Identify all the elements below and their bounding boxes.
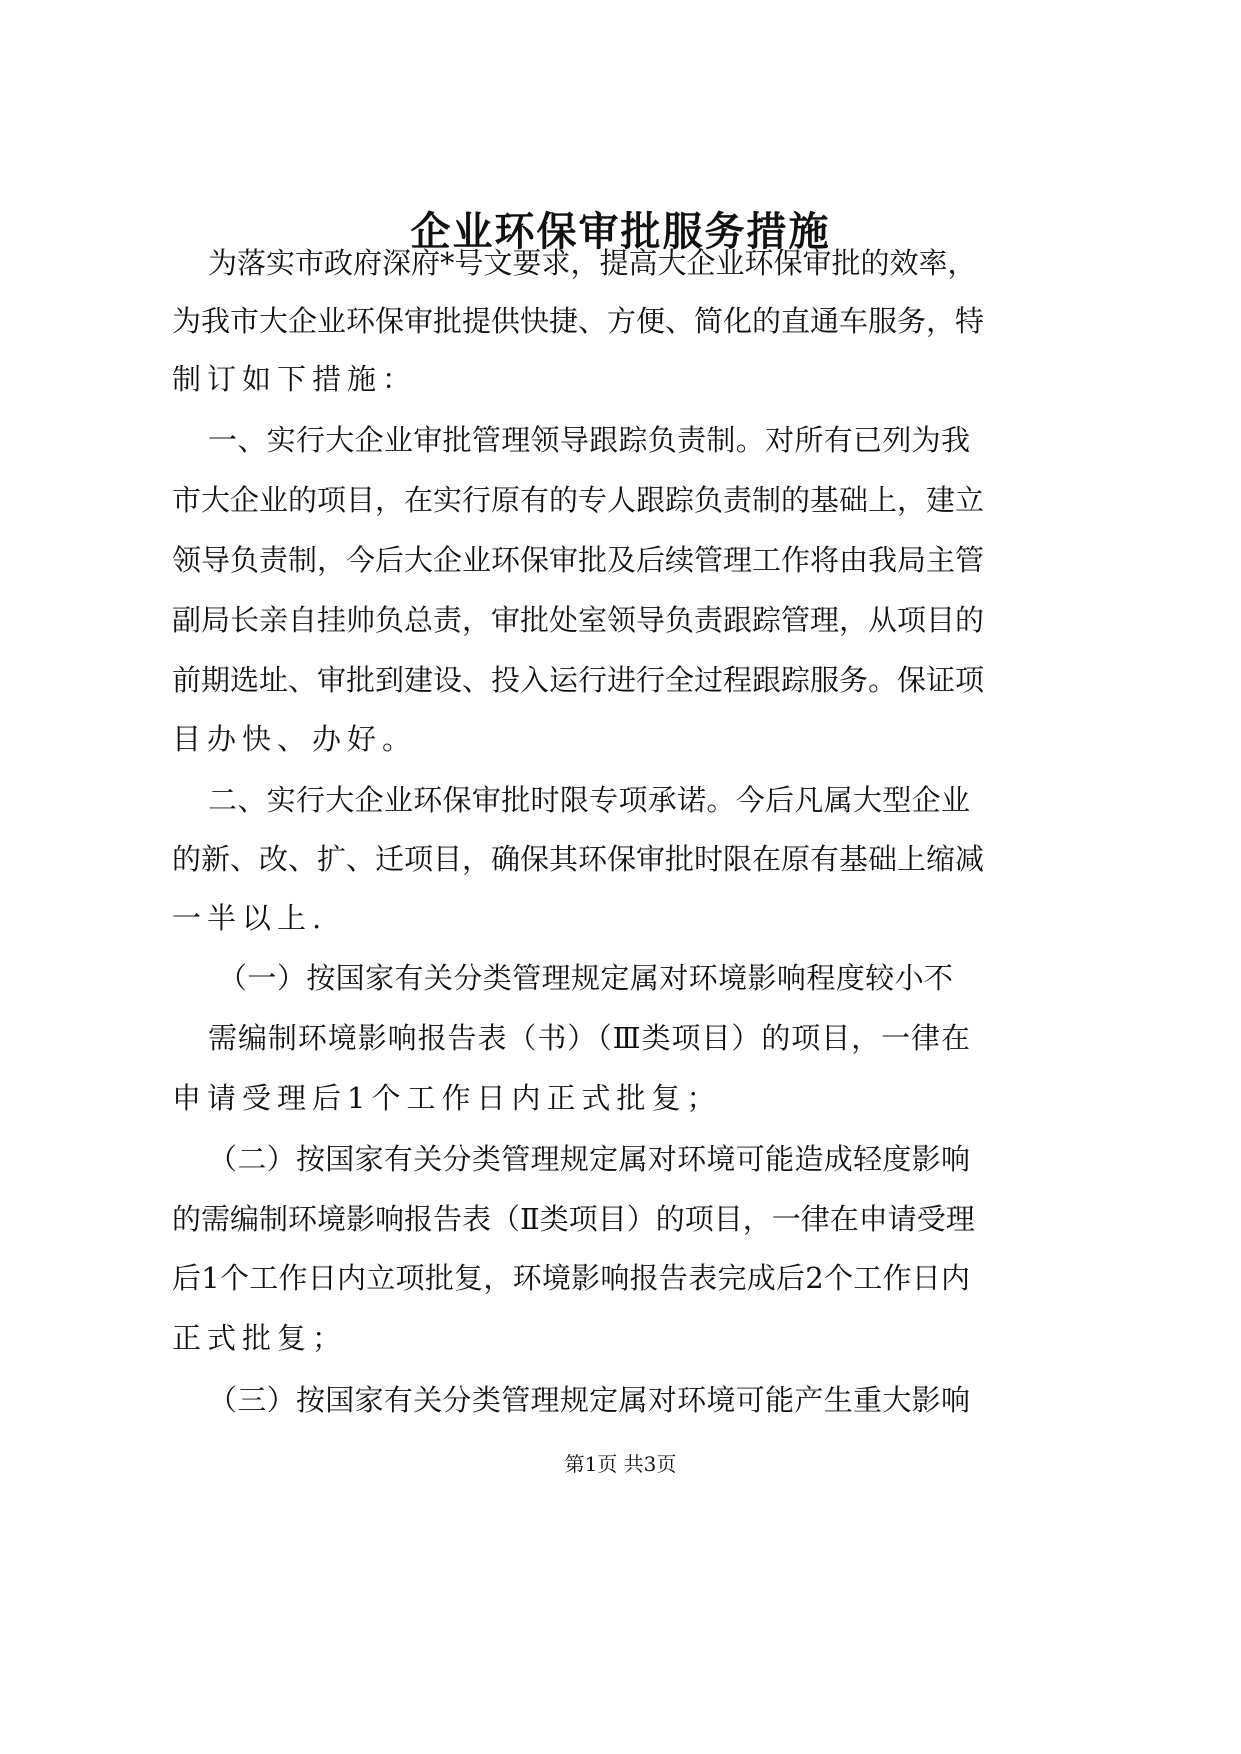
text-line: 领导负责制，今后大企业环保审批及后续管理工作将由我局主管	[172, 543, 985, 577]
document-title: 企业环保审批服务措施	[410, 208, 831, 255]
text-line: 市大企业的项目，在实行原有的专人跟踪负责制的基础上，建立	[172, 483, 985, 517]
text-line: 为我市大企业环保审批提供快捷、方便、简化的直通车服务，特	[172, 304, 985, 338]
text-line: 二、实行大企业环保审批时限专项承诺。今后凡属大型企业	[208, 783, 970, 817]
text-line: 制订如下措施：	[172, 362, 418, 396]
text-line: 后1个工作日内立项批复，环境影响报告表完成后2个工作日内	[172, 1261, 970, 1295]
text-line: 申请受理后1个工作日内正式批复；	[172, 1081, 722, 1115]
text-line: 一、实行大企业审批管理领导跟踪负责制。对所有已列为我	[208, 423, 970, 457]
text-line: （三）按国家有关分类管理规定属对环境可能产生重大影响	[208, 1383, 970, 1417]
text-line: 副局长亲自挂帅负总责，审批处室领导负责跟踪管理，从项目的	[172, 603, 985, 637]
text-line: 一半以上.	[172, 901, 328, 935]
text-line: 为落实市政府深府*号文要求，提高大企业环保审批的效率，	[208, 246, 977, 280]
text-line: 正式批复；	[172, 1321, 348, 1355]
page-number: 第1页 共3页	[564, 1452, 677, 1476]
text-line: 前期选址、审批到建设、投入运行进行全过程跟踪服务。保证项	[172, 663, 985, 697]
text-line: 的新、改、扩、迁项目，确保其环保审批时限在原有基础上缩减	[172, 842, 985, 876]
text-line: 需编制环境影响报告表（书）（Ⅲ类项目）的项目，一律在	[208, 1021, 970, 1055]
text-line: （二）按国家有关分类管理规定属对环境可能造成轻度影响	[208, 1142, 970, 1176]
text-line: 目办快、办好。	[172, 722, 418, 756]
text-line: （一）按国家有关分类管理规定属对环境影响程度较小不	[218, 961, 953, 995]
text-line: 的需编制环境影响报告表（Ⅱ类项目）的项目，一律在申请受理	[172, 1202, 975, 1236]
